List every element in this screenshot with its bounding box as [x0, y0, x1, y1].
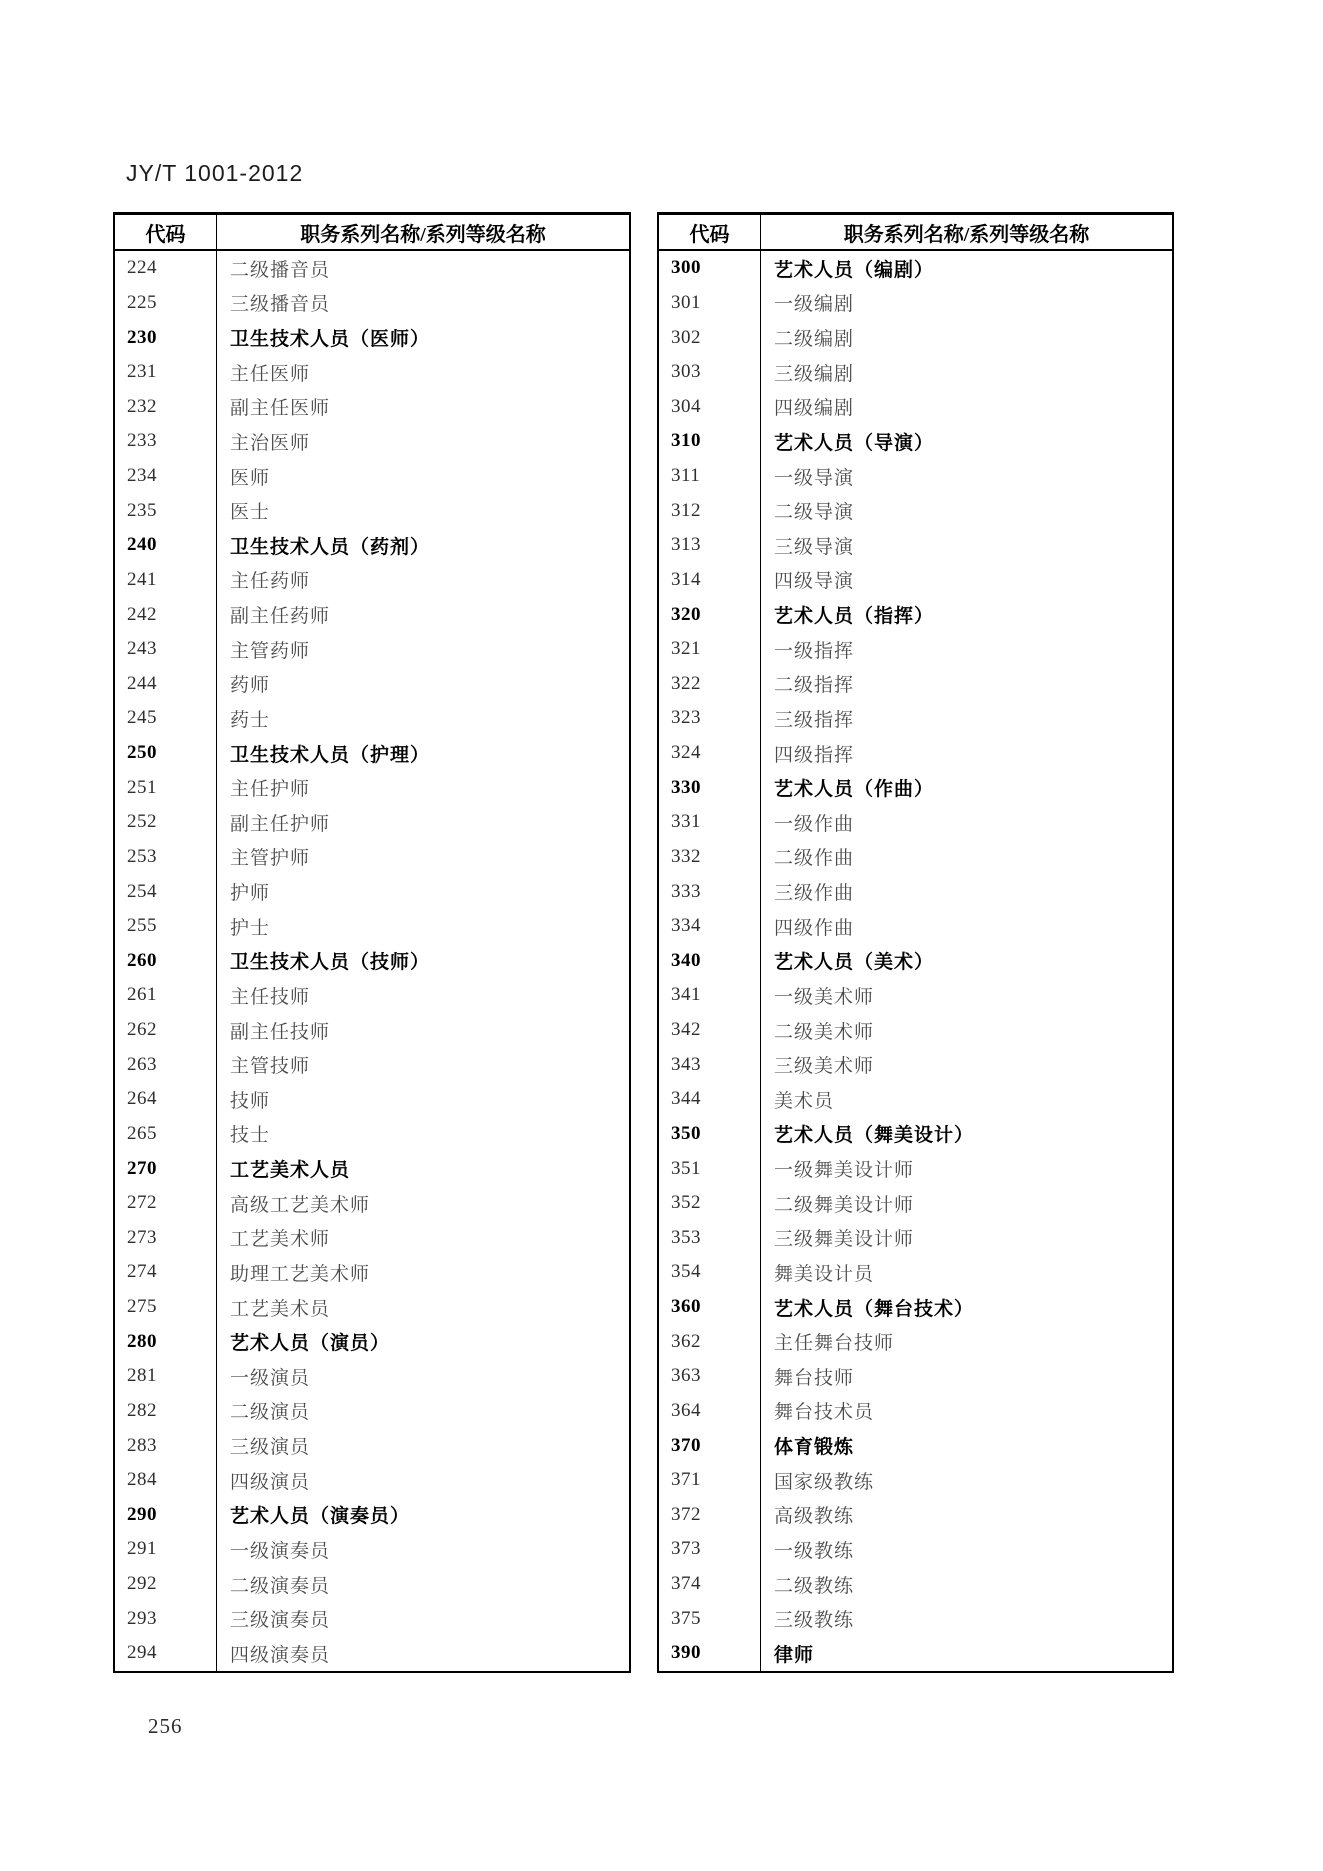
row-name: 二级舞美设计师	[774, 1194, 915, 1216]
row-code: 282	[115, 1394, 217, 1429]
table-body-left	[115, 251, 629, 1671]
row-code: 375	[659, 1601, 761, 1636]
row-name: 国家级教练	[774, 1471, 875, 1493]
row-code: 232	[115, 390, 217, 425]
row-name: 主治医师	[230, 432, 311, 454]
row-name: 一级美术师	[774, 986, 875, 1008]
row-code: 340	[659, 944, 761, 979]
table-row	[115, 597, 629, 632]
row-name: 四级指挥	[774, 744, 855, 766]
row-code: 293	[115, 1601, 217, 1636]
table-row	[115, 1047, 629, 1082]
table-row	[659, 1221, 1172, 1256]
row-name: 艺术人员（舞美设计）	[774, 1125, 975, 1147]
row-name: 一级舞美设计师	[774, 1160, 915, 1182]
row-code: 284	[115, 1463, 217, 1498]
row-code: 310	[659, 424, 761, 459]
row-code: 341	[659, 978, 761, 1013]
table-row	[659, 736, 1172, 771]
row-name: 卫生技术人员（技师）	[230, 952, 431, 974]
row-name: 主任舞台技师	[774, 1333, 895, 1355]
table-row	[115, 528, 629, 563]
row-name: 美术员	[774, 1090, 835, 1112]
row-code: 270	[115, 1151, 217, 1186]
row-name: 艺术人员（演员）	[230, 1333, 391, 1355]
row-name: 主管护师	[230, 848, 311, 870]
table-row	[659, 1117, 1172, 1152]
row-name: 三级教练	[774, 1610, 855, 1632]
row-code: 321	[659, 632, 761, 667]
row-code: 312	[659, 493, 761, 528]
row-code: 260	[115, 944, 217, 979]
row-name: 卫生技术人员（护理）	[230, 744, 431, 766]
table-row	[115, 1601, 629, 1636]
row-code: 351	[659, 1151, 761, 1186]
table-row	[115, 1013, 629, 1048]
row-code: 332	[659, 840, 761, 875]
row-name: 艺术人员（指挥）	[774, 606, 935, 628]
row-name: 高级工艺美术师	[230, 1194, 371, 1216]
row-code: 225	[115, 286, 217, 321]
table-row	[115, 1567, 629, 1602]
row-name: 二级演员	[230, 1402, 311, 1424]
table-row	[115, 667, 629, 702]
row-code: 370	[659, 1428, 761, 1463]
row-code: 252	[115, 805, 217, 840]
page-number: 256	[148, 1714, 183, 1738]
row-code: 290	[115, 1498, 217, 1533]
row-code: 372	[659, 1498, 761, 1533]
row-name: 舞台技术员	[774, 1402, 875, 1424]
table-row	[115, 493, 629, 528]
row-name: 副主任药师	[230, 606, 331, 628]
row-name: 技士	[230, 1125, 271, 1147]
table-row	[115, 944, 629, 979]
row-code: 371	[659, 1463, 761, 1498]
table-row	[659, 840, 1172, 875]
table-row	[659, 1567, 1172, 1602]
table-row	[115, 1428, 629, 1463]
row-name: 护士	[230, 917, 271, 939]
row-name: 二级作曲	[774, 848, 855, 870]
row-code: 352	[659, 1186, 761, 1221]
table-row	[659, 320, 1172, 355]
row-code: 362	[659, 1324, 761, 1359]
row-name: 一级演员	[230, 1367, 311, 1389]
row-code: 350	[659, 1117, 761, 1152]
row-code: 294	[115, 1636, 217, 1671]
row-code: 255	[115, 909, 217, 944]
table-row	[115, 1290, 629, 1325]
row-name: 副主任技师	[230, 1021, 331, 1043]
row-name: 护师	[230, 883, 271, 905]
table-row	[659, 459, 1172, 494]
code-table-right	[657, 212, 1174, 1673]
row-name: 三级演员	[230, 1437, 311, 1459]
table-row	[115, 1186, 629, 1221]
row-code: 334	[659, 909, 761, 944]
row-code: 354	[659, 1255, 761, 1290]
row-name: 舞美设计员	[774, 1263, 875, 1285]
standard-code-title: JY/T 1001-2012	[126, 160, 304, 186]
row-name: 主管技师	[230, 1056, 311, 1078]
table-row	[115, 320, 629, 355]
row-code: 240	[115, 528, 217, 563]
row-code: 374	[659, 1567, 761, 1602]
table-row	[115, 251, 629, 286]
row-code: 224	[115, 251, 217, 286]
table-row	[659, 390, 1172, 425]
row-name: 医士	[230, 502, 271, 524]
row-name: 四级演奏员	[230, 1644, 331, 1666]
row-code: 231	[115, 355, 217, 390]
row-name: 三级编剧	[774, 363, 855, 385]
row-name: 三级作曲	[774, 883, 855, 905]
table-row	[115, 978, 629, 1013]
table-row	[115, 355, 629, 390]
table-row	[115, 1532, 629, 1567]
row-code: 360	[659, 1290, 761, 1325]
row-code: 323	[659, 701, 761, 736]
row-name: 艺术人员（导演）	[774, 432, 935, 454]
row-name: 医师	[230, 467, 271, 489]
row-name: 艺术人员（舞台技术）	[774, 1298, 975, 1320]
row-code: 291	[115, 1532, 217, 1567]
row-name: 二级演奏员	[230, 1575, 331, 1597]
table-row	[659, 1290, 1172, 1325]
row-name: 主任护师	[230, 779, 311, 801]
row-code: 353	[659, 1221, 761, 1256]
table-row	[659, 1463, 1172, 1498]
row-name: 二级美术师	[774, 1021, 875, 1043]
row-name: 三级美术师	[774, 1056, 875, 1078]
row-name: 一级导演	[774, 467, 855, 489]
table-header-row	[115, 215, 629, 251]
row-name: 副主任护师	[230, 813, 331, 835]
row-code: 230	[115, 320, 217, 355]
table-row	[659, 1255, 1172, 1290]
table-row	[115, 563, 629, 598]
table-row	[659, 1532, 1172, 1567]
row-name: 副主任医师	[230, 398, 331, 420]
row-code: 324	[659, 736, 761, 771]
table-row	[659, 1047, 1172, 1082]
table-row	[659, 1186, 1172, 1221]
row-code: 311	[659, 459, 761, 494]
table-row	[115, 390, 629, 425]
table-row	[659, 944, 1172, 979]
row-code: 303	[659, 355, 761, 390]
row-code: 322	[659, 667, 761, 702]
table-row	[115, 1082, 629, 1117]
table-header-name: 职务系列名称/系列等级名称	[300, 223, 546, 246]
table-row	[659, 1359, 1172, 1394]
table-body-right	[659, 251, 1172, 1671]
row-code: 281	[115, 1359, 217, 1394]
row-name: 三级播音员	[230, 294, 331, 316]
row-code: 241	[115, 563, 217, 598]
row-name: 主任药师	[230, 571, 311, 593]
row-name: 舞台技师	[774, 1367, 855, 1389]
table-row	[115, 840, 629, 875]
row-code: 263	[115, 1047, 217, 1082]
table-row	[115, 770, 629, 805]
table-row	[115, 632, 629, 667]
row-name: 三级指挥	[774, 709, 855, 731]
table-row	[115, 736, 629, 771]
row-name: 工艺美术人员	[230, 1160, 351, 1182]
table-row	[659, 667, 1172, 702]
row-code: 243	[115, 632, 217, 667]
table-row	[659, 701, 1172, 736]
table-row	[659, 424, 1172, 459]
row-name: 主管药师	[230, 640, 311, 662]
row-name: 技师	[230, 1090, 271, 1112]
table-row	[659, 632, 1172, 667]
row-name: 主任技师	[230, 986, 311, 1008]
row-code: 331	[659, 805, 761, 840]
row-name: 体育锻炼	[774, 1437, 855, 1459]
table-row	[659, 1498, 1172, 1533]
row-name: 药师	[230, 675, 271, 697]
row-name: 卫生技术人员（药剂）	[230, 536, 431, 558]
row-name: 三级舞美设计师	[774, 1229, 915, 1251]
table-row	[659, 1151, 1172, 1186]
table-row	[659, 355, 1172, 390]
row-code: 250	[115, 736, 217, 771]
table-row	[115, 1117, 629, 1152]
row-code: 390	[659, 1636, 761, 1671]
row-name: 工艺美术师	[230, 1229, 331, 1251]
row-code: 364	[659, 1394, 761, 1429]
row-code: 330	[659, 770, 761, 805]
row-code: 242	[115, 597, 217, 632]
row-code: 300	[659, 251, 761, 286]
code-table-left	[113, 212, 631, 1673]
table-header-name: 职务系列名称/系列等级名称	[843, 223, 1090, 246]
row-name: 二级编剧	[774, 329, 855, 351]
row-name: 艺术人员（编剧）	[774, 259, 935, 281]
table-row	[659, 1082, 1172, 1117]
row-code: 283	[115, 1428, 217, 1463]
row-code: 264	[115, 1082, 217, 1117]
row-code: 272	[115, 1186, 217, 1221]
table-row	[659, 1601, 1172, 1636]
row-name: 助理工艺美术师	[230, 1263, 371, 1285]
table-row	[659, 770, 1172, 805]
row-name: 三级导演	[774, 536, 855, 558]
table-row	[659, 528, 1172, 563]
table-row	[659, 493, 1172, 528]
row-name: 四级导演	[774, 571, 855, 593]
row-code: 302	[659, 320, 761, 355]
row-name: 律师	[774, 1644, 815, 1666]
row-code: 254	[115, 874, 217, 909]
row-code: 233	[115, 424, 217, 459]
row-code: 265	[115, 1117, 217, 1152]
row-code: 273	[115, 1221, 217, 1256]
table-row	[659, 1394, 1172, 1429]
table-row	[659, 597, 1172, 632]
row-name: 四级编剧	[774, 398, 855, 420]
row-code: 262	[115, 1013, 217, 1048]
row-name: 卫生技术人员（医师）	[230, 329, 431, 351]
row-code: 373	[659, 1532, 761, 1567]
table-row	[659, 563, 1172, 598]
table-row	[115, 1359, 629, 1394]
row-code: 261	[115, 978, 217, 1013]
row-code: 235	[115, 493, 217, 528]
row-code: 342	[659, 1013, 761, 1048]
table-row	[659, 805, 1172, 840]
row-code: 314	[659, 563, 761, 598]
row-code: 251	[115, 770, 217, 805]
table-header-code: 代码	[115, 215, 217, 249]
table-row	[115, 805, 629, 840]
table-row	[115, 1324, 629, 1359]
table-row	[659, 1013, 1172, 1048]
row-name: 艺术人员（美术）	[774, 952, 935, 974]
row-code: 301	[659, 286, 761, 321]
row-code: 280	[115, 1324, 217, 1359]
table-header-code: 代码	[659, 215, 761, 249]
row-name: 四级演员	[230, 1471, 311, 1493]
row-code: 344	[659, 1082, 761, 1117]
row-name: 二级播音员	[230, 259, 331, 281]
table-row	[115, 1636, 629, 1671]
row-code: 363	[659, 1359, 761, 1394]
table-row	[115, 1221, 629, 1256]
table-row	[115, 1394, 629, 1429]
table-header-row	[659, 215, 1172, 251]
row-name: 艺术人员（作曲）	[774, 779, 935, 801]
row-name: 一级教练	[774, 1540, 855, 1562]
row-code: 304	[659, 390, 761, 425]
row-code: 234	[115, 459, 217, 494]
table-row	[115, 909, 629, 944]
table-row	[659, 251, 1172, 286]
row-code: 343	[659, 1047, 761, 1082]
table-row	[115, 424, 629, 459]
row-code: 253	[115, 840, 217, 875]
table-row	[659, 909, 1172, 944]
table-row	[115, 1463, 629, 1498]
row-name: 药士	[230, 709, 271, 731]
row-name: 三级演奏员	[230, 1610, 331, 1632]
table-row	[115, 286, 629, 321]
row-code: 245	[115, 701, 217, 736]
row-name: 二级指挥	[774, 675, 855, 697]
table-row	[115, 701, 629, 736]
row-name: 四级作曲	[774, 917, 855, 939]
table-row	[659, 1324, 1172, 1359]
row-code: 320	[659, 597, 761, 632]
row-code: 313	[659, 528, 761, 563]
row-name: 主任医师	[230, 363, 311, 385]
row-code: 244	[115, 667, 217, 702]
row-name: 一级演奏员	[230, 1540, 331, 1562]
table-row	[115, 1255, 629, 1290]
table-row	[115, 1151, 629, 1186]
table-row	[659, 286, 1172, 321]
row-name: 高级教练	[774, 1506, 855, 1528]
table-row	[659, 1636, 1172, 1671]
row-name: 一级指挥	[774, 640, 855, 662]
row-name: 二级导演	[774, 502, 855, 524]
table-row	[659, 1428, 1172, 1463]
table-row	[115, 1498, 629, 1533]
row-code: 333	[659, 874, 761, 909]
row-name: 工艺美术员	[230, 1298, 331, 1320]
row-code: 292	[115, 1567, 217, 1602]
row-name: 艺术人员（演奏员）	[230, 1506, 411, 1528]
table-row	[115, 874, 629, 909]
row-name: 一级编剧	[774, 294, 855, 316]
table-row	[659, 874, 1172, 909]
row-code: 274	[115, 1255, 217, 1290]
table-row	[115, 459, 629, 494]
row-name: 二级教练	[774, 1575, 855, 1597]
row-name: 一级作曲	[774, 813, 855, 835]
row-code: 275	[115, 1290, 217, 1325]
table-row	[659, 978, 1172, 1013]
